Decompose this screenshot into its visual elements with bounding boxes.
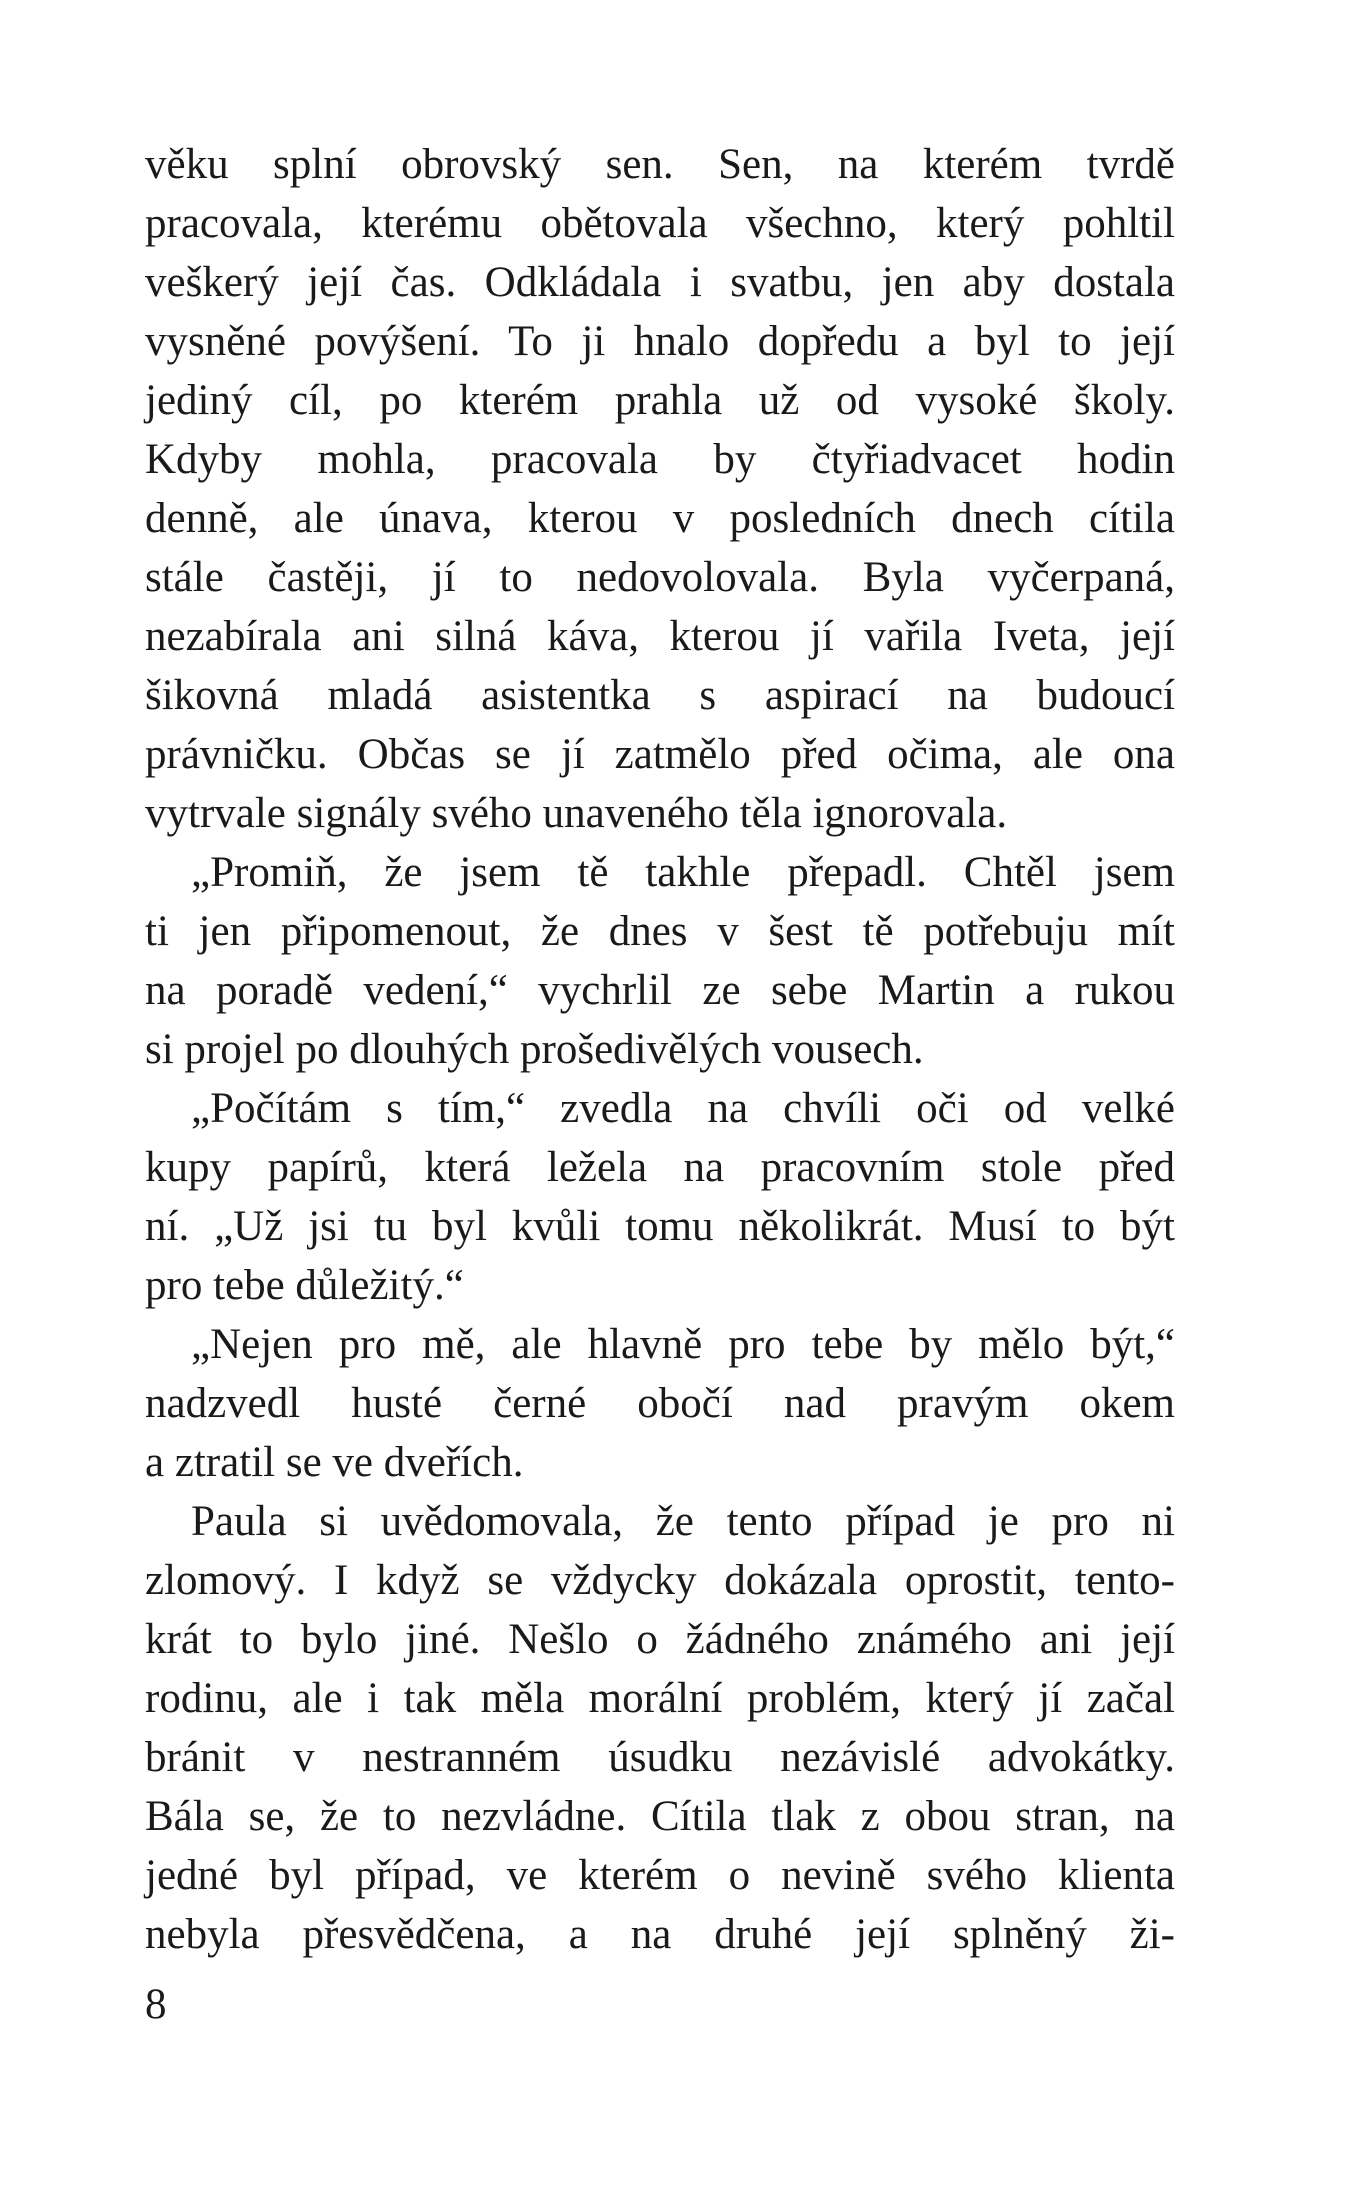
text-line: jedné byl případ, ve kterém o nevině svého klienta [145,1852,1175,1899]
text-line: rodinu, ale i tak měla morální problém, který jí začal [145,1675,1175,1722]
text-line: kupy papírů, která ležela na pracovním stole před [145,1144,1175,1191]
text-line: nebyla přesvědčena, a na druhé její splněný ži- [145,1911,1175,1958]
text-line: pro tebe důležitý.“ [145,1262,464,1309]
text-line: věku splní obrovský sen. Sen, na kterém tvrdě [145,141,1175,188]
text-line: vytrvale signály svého unaveného těla ignorovala. [145,790,1008,837]
text-line: „Počítám s tím,“ zvedla na chvíli oči od velké [191,1085,1175,1132]
text-line: právničku. Občas se jí zatmělo před očima, ale ona [145,731,1175,778]
text-line: krát to bylo jiné. Nešlo o žádného známého ani její [145,1616,1175,1663]
book-page-body [145,135,1175,1964]
text-line: Kdyby mohla, pracovala by čtyřiadvacet hodin [145,436,1175,483]
text-line: Bála se, že to nezvládne. Cítila tlak z obou stran, na [145,1793,1175,1840]
text-line: „Nejen pro mě, ale hlavně pro tebe by mělo být,“ [191,1321,1175,1368]
text-line: nezabírala ani silná káva, kterou jí vařila Iveta, její [145,613,1175,660]
text-line: jediný cíl, po kterém prahla už od vysoké školy. [145,377,1175,424]
text-line: „Promiň, že jsem tě takhle přepadl. Chtěl jsem [191,849,1175,896]
text-line: zlomový. I když se vždycky dokázala oprostit, tento- [145,1557,1175,1604]
text-line: šikovná mladá asistentka s aspirací na budoucí [145,672,1175,719]
text-line: veškerý její čas. Odkládala i svatbu, jen aby dostala [145,259,1175,306]
text-line: ti jen připomenout, že dnes v šest tě potřebuju mít [145,908,1175,955]
text-line: nadzvedl husté černé obočí nad pravým okem [145,1380,1175,1427]
text-line: na poradě vedení,“ vychrlil ze sebe Martin a rukou [145,967,1175,1014]
text-line: stále častěji, jí to nedovolovala. Byla vyčerpaná, [145,554,1175,601]
text-line: bránit v nestranném úsudku nezávislé advokátky. [145,1734,1175,1781]
text-line: vysněné povýšení. To ji hnalo dopředu a byl to její [145,318,1175,365]
text-line: si projel po dlouhých prošedivělých vousech. [145,1026,924,1073]
text-line: Paula si uvědomovala, že tento případ je pro ni [191,1498,1175,1545]
page-number: 8 [145,1981,167,2028]
text-line: denně, ale únava, kterou v posledních dnech cítila [145,495,1175,542]
text-line: ní. „Už jsi tu byl kvůli tomu několikrát. Musí to být [145,1203,1175,1250]
text-line: pracovala, kterému obětovala všechno, který pohltil [145,200,1175,247]
text-line: a ztratil se ve dveřích. [145,1439,524,1486]
